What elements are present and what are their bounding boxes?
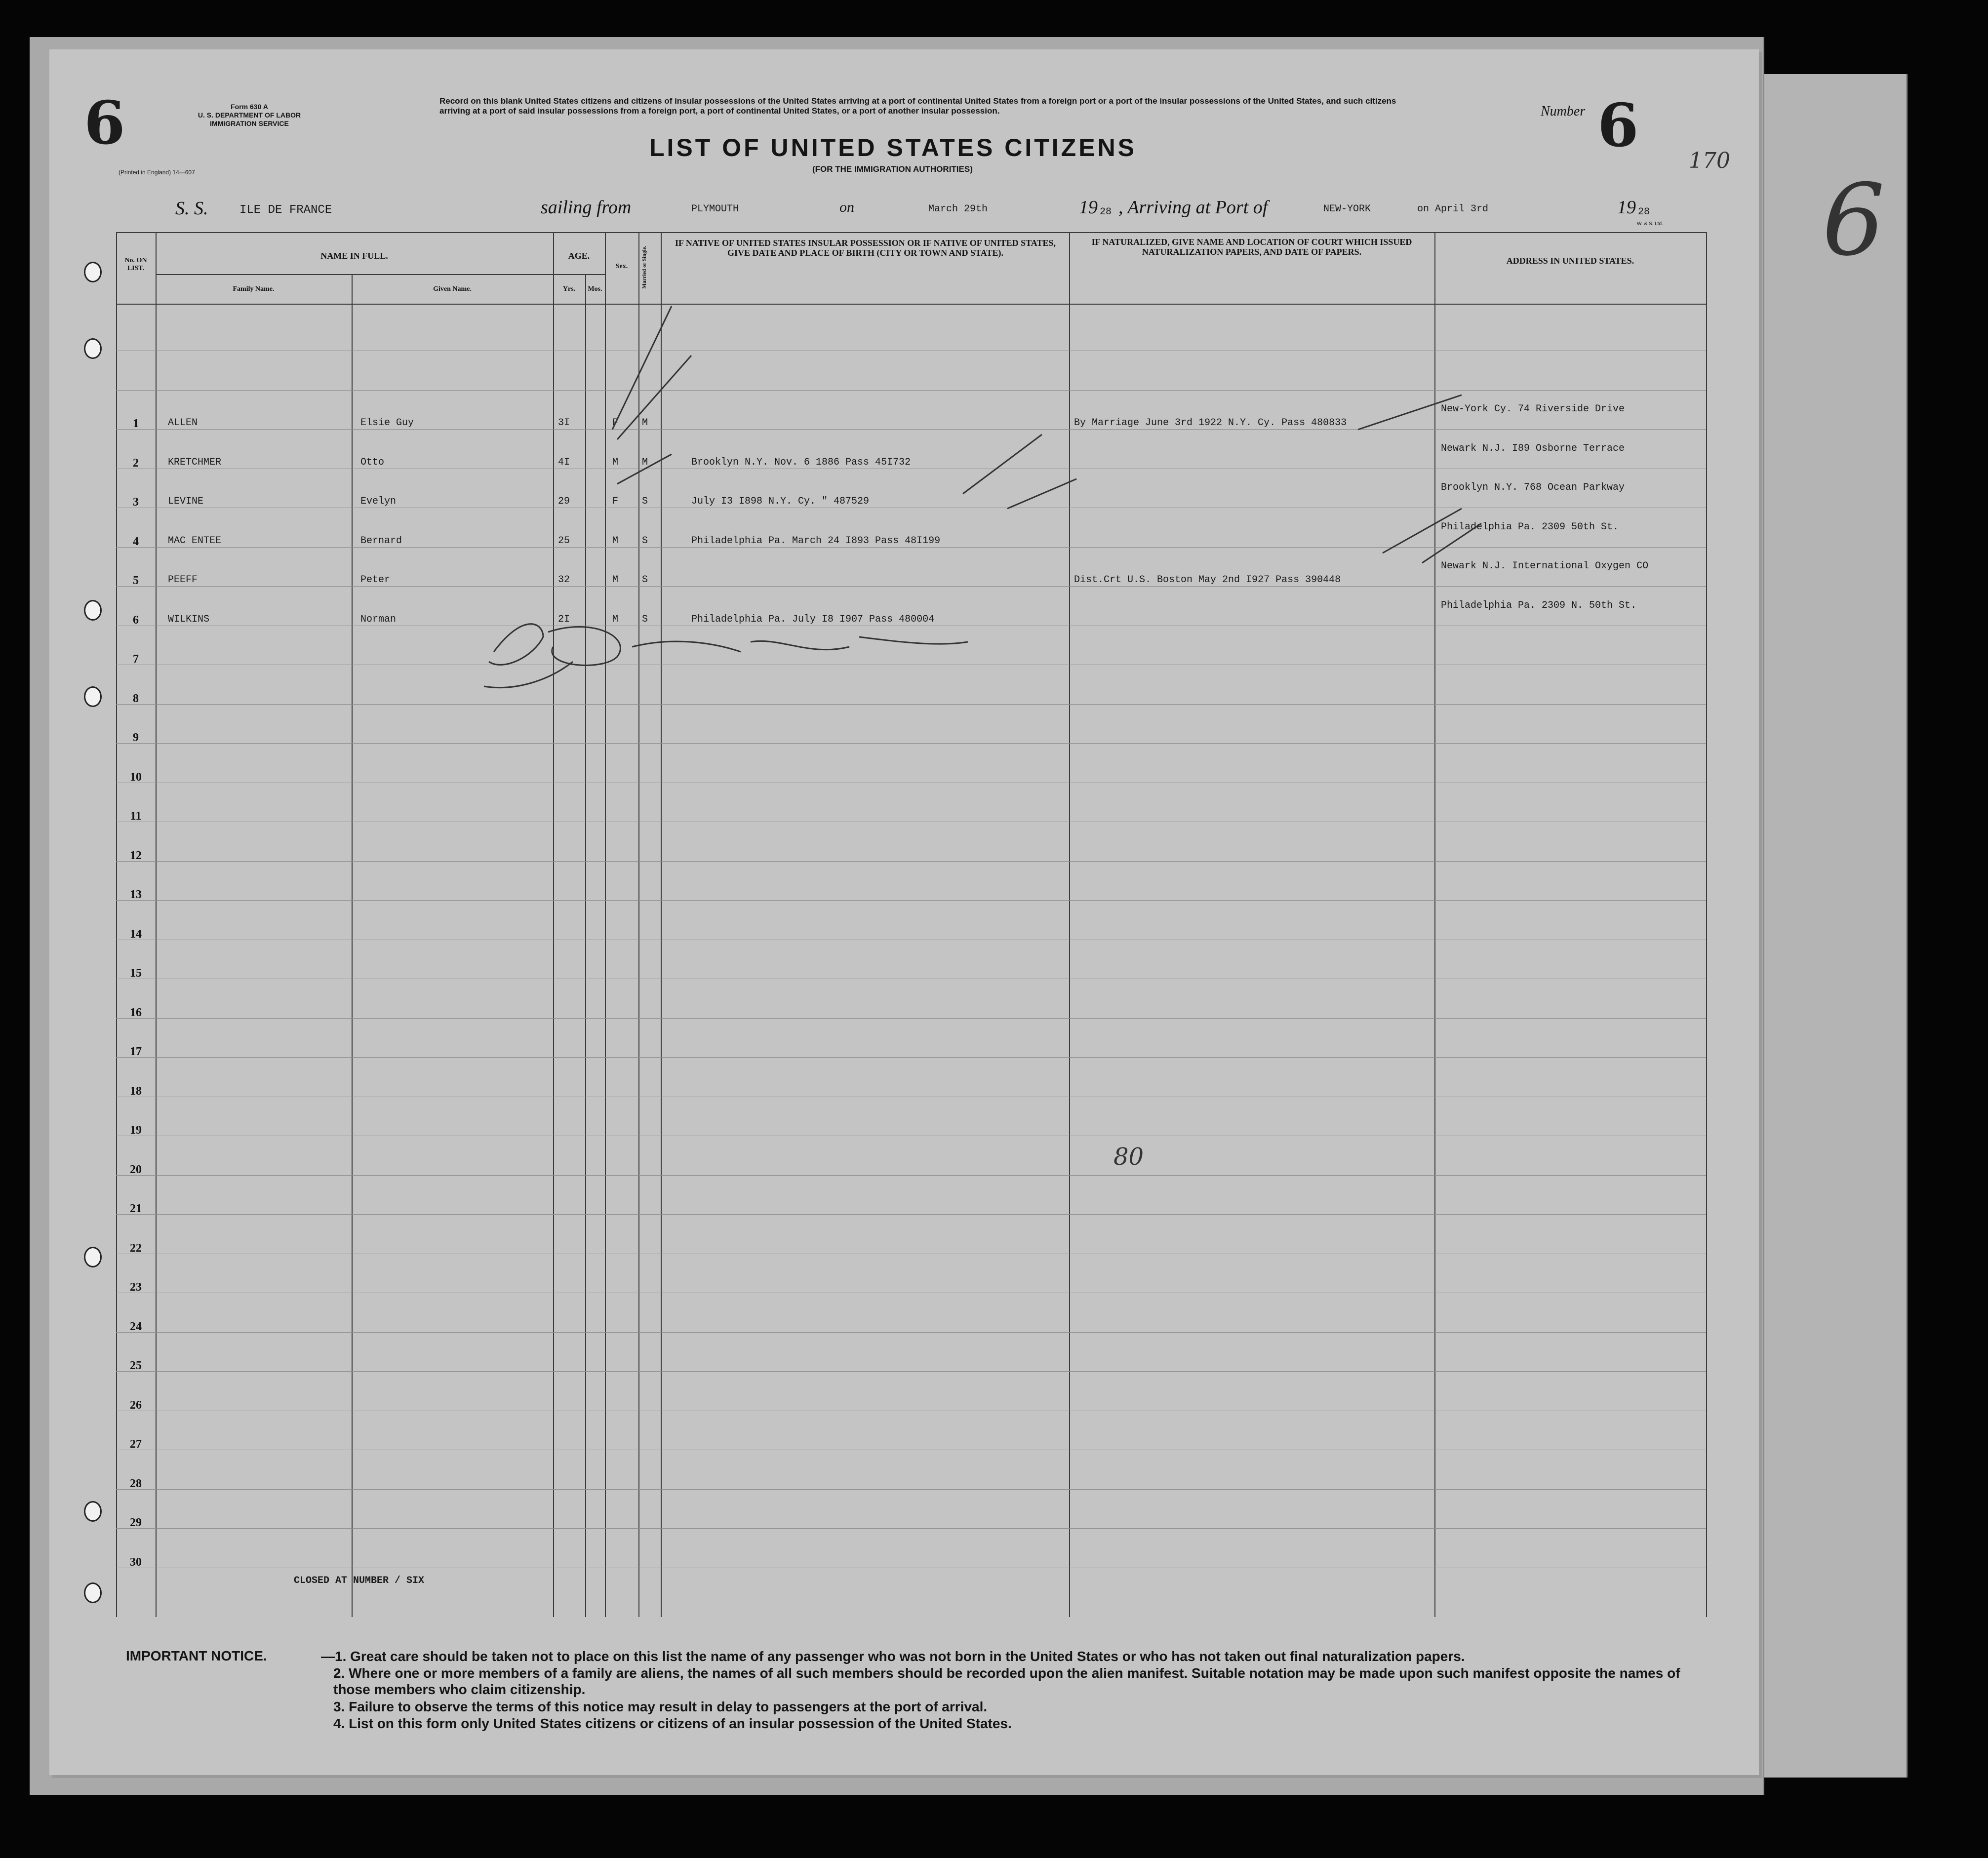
column-header-birth: IF NATIVE OF UNITED STATES INSULAR POSSESSION OR IF NATIVE OF UNITED STATES, GIVE DATE AND PLACE OF BIRTH (CITY OR TOWN AND STATE). — [675, 238, 1056, 258]
passenger-address: Brooklyn N.Y. 768 Ocean Parkway — [1441, 482, 1625, 493]
row-number: 5 — [133, 574, 139, 587]
row-number: 7 — [133, 653, 139, 666]
service-name: IMMIGRATION SERVICE — [210, 119, 289, 127]
passenger-given-name: Evelyn — [360, 496, 397, 507]
row-number: 26 — [130, 1399, 142, 1412]
closed-note: CLOSED AT NUMBER / SIX — [294, 1575, 425, 1586]
sheet-number-left: 6 — [84, 88, 125, 158]
column-header-given: Given Name. — [433, 285, 472, 293]
row-number: 17 — [130, 1045, 142, 1058]
passenger-address: Philadelphia Pa. 2309 50th St. — [1441, 521, 1619, 533]
row-number: 9 — [133, 731, 139, 744]
passenger-sex: M — [612, 574, 619, 586]
passenger-age: 25 — [558, 535, 570, 547]
signature-scrawl — [489, 624, 968, 666]
row-number: 4 — [133, 535, 139, 548]
row-number: 20 — [130, 1163, 142, 1176]
passenger-sex: F — [612, 417, 619, 429]
row-number: 22 — [130, 1242, 142, 1255]
passenger-address: Philadelphia Pa. 2309 N. 50th St. — [1441, 600, 1637, 611]
date-from: March 29th — [928, 203, 988, 215]
column-header-no: No. ON LIST. — [124, 257, 147, 272]
margin-mark: 6 — [1822, 163, 1885, 278]
ship-name: ILE DE FRANCE — [239, 203, 332, 217]
check-mark — [617, 454, 672, 484]
notice-item: 2. Where one or more members of a family are aliens, the names of all such members should be recorded upon the alien manifest. Suitable notation may be made upon such manifest opposite the names of those members who claim citizenship. — [333, 1665, 1680, 1697]
check-mark — [1358, 395, 1462, 430]
port-from: PLYMOUTH — [691, 203, 739, 215]
passenger-sex: F — [612, 496, 619, 507]
check-mark — [963, 435, 1042, 494]
passenger-naturalization: Dist.Crt U.S. Boston May 2nd I927 Pass 390448 — [1074, 574, 1341, 586]
passenger-birth-info: Brooklyn N.Y. Nov. 6 1886 Pass 45I732 — [691, 457, 911, 468]
passenger-given-name: Elsie Guy — [360, 417, 414, 429]
passenger-address: New-York Cy. 74 Riverside Drive — [1441, 403, 1625, 415]
check-mark — [1422, 523, 1481, 563]
row-number: 23 — [130, 1281, 142, 1294]
notice-item: 4. List on this form only United States citizens or citizens of an insular possession of the United States. — [333, 1716, 1012, 1731]
number-label: Number — [1541, 104, 1586, 119]
passenger-family-name: PEEFF — [168, 574, 198, 586]
department-name: U. S. DEPARTMENT OF LABOR — [198, 111, 301, 119]
printed-note: (Printed in England) 14—607 — [119, 169, 195, 176]
on-label: on — [839, 199, 854, 215]
column-header-yrs: Yrs. — [562, 285, 576, 293]
passenger-marital-status: S — [642, 496, 648, 507]
notice-item: —1. Great care should be taken not to place on this list the name of any passenger who was not born in the United States or who has not taken out final naturalization papers. — [321, 1649, 1465, 1664]
column-header-sex: Sex. — [615, 263, 628, 270]
page-subtitle: (FOR THE IMMIGRATION AUTHORITIES) — [812, 164, 973, 174]
passenger-age: 32 — [558, 574, 570, 586]
year-from: 28 — [1100, 206, 1112, 218]
signature-scrawl — [484, 662, 573, 688]
column-header-family: Family Name. — [233, 285, 275, 293]
passenger-marital-status: M — [642, 417, 648, 429]
row-number: 19 — [130, 1124, 142, 1137]
column-header-name: NAME IN FULL. — [320, 251, 388, 261]
row-number: 27 — [130, 1438, 142, 1451]
passenger-given-name: Peter — [360, 574, 391, 586]
row-number: 11 — [130, 810, 142, 823]
handwritten-marks — [49, 49, 1759, 1775]
passenger-address: Newark N.J. I89 Osborne Terrace — [1441, 443, 1625, 454]
passenger-marital-status: M — [642, 457, 648, 468]
row-number: 2 — [133, 457, 139, 470]
page-number: 170 — [1689, 148, 1730, 173]
row-number: 8 — [133, 692, 139, 705]
passenger-given-name: Bernard — [360, 535, 402, 547]
passenger-family-name: ALLEN — [168, 417, 198, 429]
year-prefix-from: 19 — [1079, 197, 1098, 218]
passenger-sex: M — [612, 535, 619, 547]
row-number: 24 — [130, 1320, 142, 1333]
passenger-sex: M — [612, 457, 619, 468]
passenger-marital-status: S — [642, 614, 648, 625]
check-mark — [1007, 479, 1076, 509]
row-number: 15 — [130, 967, 142, 980]
passenger-marital-status: S — [642, 535, 648, 547]
row-number: 25 — [130, 1359, 142, 1372]
year-to: 28 — [1638, 206, 1650, 218]
row-number: 1 — [133, 417, 139, 430]
date-to: on April 3rd — [1417, 203, 1489, 215]
sailing-label: sailing from — [541, 197, 632, 218]
passenger-family-name: LEVINE — [168, 496, 204, 507]
handwritten-margin-note: 80 — [1113, 1143, 1144, 1171]
row-number: 14 — [130, 928, 142, 941]
row-number: 6 — [133, 614, 139, 627]
intro-text: Record on this blank United States citizens and citizens of insular possessions of the United States arriving at a port of continental United States from a foreign port or a port of the insular possessions of the United States, and such citizens arriving at a port of said insular possessions from a foreign port, a port of continental United States, or a port of another insular possession. — [439, 96, 1396, 116]
passenger-age: 29 — [558, 496, 570, 507]
column-header-address: ADDRESS IN UNITED STATES. — [1506, 256, 1634, 266]
year-prefix-to: 19 — [1617, 197, 1636, 218]
notice-item: 3. Failure to observe the terms of this notice may result in delay to passengers at the port of arrival. — [333, 1699, 988, 1714]
column-header-age: AGE. — [568, 251, 590, 261]
passenger-age: 3I — [558, 417, 570, 429]
passenger-family-name: MAC ENTEE — [168, 535, 222, 547]
row-number: 28 — [130, 1477, 142, 1490]
passenger-age: 4I — [558, 457, 570, 468]
page-title: LIST OF UNITED STATES CITIZENS — [649, 134, 1137, 161]
passenger-birth-info: July I3 I898 N.Y. Cy. " 487529 — [691, 496, 870, 507]
row-number: 18 — [130, 1085, 142, 1098]
row-number: 29 — [130, 1516, 142, 1529]
passenger-birth-info: Philadelphia Pa. March 24 I893 Pass 48I199 — [691, 535, 941, 547]
form-sheet — [49, 49, 1759, 1775]
passenger-given-name: Norman — [360, 614, 397, 625]
port-to: NEW-YORK — [1323, 203, 1371, 215]
row-number: 21 — [130, 1202, 142, 1215]
sheet-number-right: 6 — [1597, 91, 1639, 160]
passenger-address: Newark N.J. International Oxygen CO — [1441, 560, 1649, 572]
row-number: 13 — [130, 888, 142, 901]
passenger-given-name: Otto — [360, 457, 385, 468]
column-header-mos: Mos. — [588, 285, 602, 293]
row-number: 16 — [130, 1006, 142, 1019]
column-header-naturalized: IF NATURALIZED, GIVE NAME AND LOCATION OF COURT WHICH ISSUED NATURALIZATION PAPERS, AND DATE OF PAPERS. — [1091, 237, 1412, 257]
row-number: 10 — [130, 771, 142, 784]
check-mark — [1383, 509, 1462, 553]
ss-label: S. S. — [175, 198, 208, 219]
passenger-marital-status: S — [642, 574, 648, 586]
column-header-married: Married or Single. — [641, 245, 647, 289]
row-number: 3 — [133, 496, 139, 509]
form-number: Form 630 A — [231, 103, 268, 111]
notice-title: IMPORTANT NOTICE. — [126, 1648, 267, 1663]
printer-mark: W. & S. Ltd. — [1637, 221, 1663, 227]
passenger-age: 2I — [558, 614, 570, 625]
passenger-naturalization: By Marriage June 3rd 1922 N.Y. Cy. Pass 480833 — [1074, 417, 1347, 429]
passenger-family-name: KRETCHMER — [168, 457, 222, 468]
row-number: 30 — [130, 1556, 142, 1569]
row-number: 12 — [130, 849, 142, 862]
passenger-birth-info: Philadelphia Pa. July I8 I907 Pass 480004 — [691, 614, 935, 625]
passenger-sex: M — [612, 614, 619, 625]
arriving-label: , Arriving at Port of — [1118, 197, 1268, 218]
passenger-family-name: WILKINS — [168, 614, 210, 625]
